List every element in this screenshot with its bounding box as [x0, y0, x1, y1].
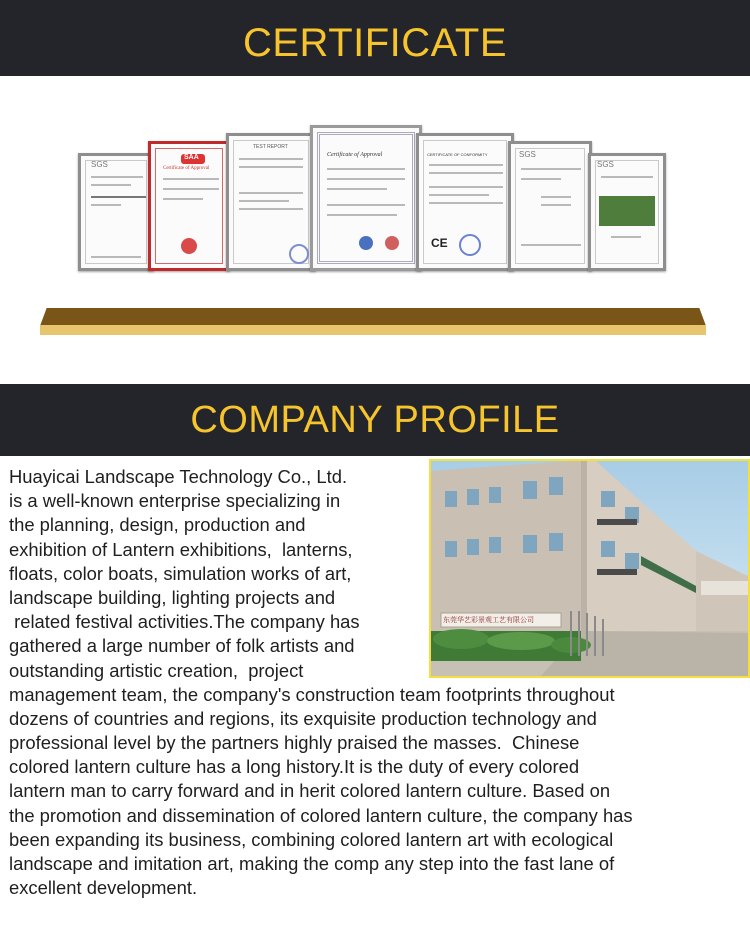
profile-line: the planning, design, production and: [9, 514, 306, 536]
display-shelf-edge: [40, 325, 706, 335]
profile-line: professional level by the partners highly praised the masses. Chinese: [9, 732, 580, 754]
iaf-logo-icon: [359, 236, 373, 250]
profile-line: gathered a large number of folk artists and: [9, 635, 355, 657]
certificate-banner: [0, 0, 750, 76]
saa-certificate-of-approval: [148, 141, 230, 271]
sgs-certificate-right-1: [508, 141, 592, 271]
company-profile-text: [9, 465, 747, 900]
profile-line: been expanding its business, combining colored lantern art with ecological: [9, 828, 614, 850]
profile-line: exhibition of Lantern exhibitions, lanterns,: [9, 538, 353, 560]
company-profile-title: COMPANY PROFILE: [190, 399, 560, 441]
blue-seal-icon: [459, 234, 481, 256]
profile-line: dozens of countries and regions, its exquisite production technology and: [9, 707, 597, 729]
profile-line: outstanding artistic creation, project: [9, 659, 304, 681]
test-report: [226, 133, 316, 271]
green-sample-image: [599, 196, 655, 226]
certificate-of-approval-title: Certificate of Approval: [327, 152, 383, 158]
profile-line: excellent development.: [9, 877, 198, 899]
test-report-title: TEST REPORT: [253, 144, 288, 150]
sgs-certificate-left: [78, 153, 154, 271]
building-sign-text: 东莞华艺彩景观工艺有限公司: [443, 616, 534, 624]
profile-line: management team, the company's construction team footprints throughout: [9, 683, 615, 705]
red-seal-icon: [181, 238, 197, 254]
sgs-label: SGS: [597, 160, 614, 169]
cnas-logo-icon: [385, 236, 399, 250]
saa-stamp-text: Certificate of Approval: [163, 166, 210, 171]
certificate-of-approval-center: [310, 125, 422, 271]
certificate-title: CERTIFICATE: [242, 21, 508, 65]
sgs-label: SGS: [91, 160, 108, 169]
display-shelf: [40, 308, 706, 326]
sgs-label: SGS: [519, 150, 536, 159]
profile-line: floats, color boats, simulation works of art,: [9, 562, 352, 584]
profile-line: lantern man to carry forward and in herit colored lantern culture. Based on: [9, 780, 611, 802]
ce-mark-icon: CE: [431, 236, 448, 250]
profile-line: landscape building, lighting projects and: [9, 586, 336, 608]
profile-line: related festival activities.The company has: [9, 611, 360, 633]
saa-label: SAA: [184, 154, 199, 161]
profile-line: colored lantern culture has a long history.It is the duty of every colored: [9, 756, 580, 778]
profile-line: the promotion and dissemination of colored lantern culture, the company has: [9, 804, 633, 826]
blue-seal-icon: [289, 244, 309, 264]
conformity-title: CERTIFICATE OF CONFORMITY: [427, 152, 488, 157]
profile-line: Huayicai Landscape Technology Co., Ltd.: [9, 466, 348, 487]
certificate-gallery: [0, 120, 750, 280]
profile-line: landscape and imitation art, making the comp any step into the fast lane of: [9, 853, 615, 874]
company-profile-banner: [0, 384, 750, 456]
profile-line: is a well-known enterprise specializing in: [9, 490, 341, 512]
ce-certificate-of-conformity: [416, 133, 514, 271]
sgs-certificate-right-2: [588, 153, 666, 271]
